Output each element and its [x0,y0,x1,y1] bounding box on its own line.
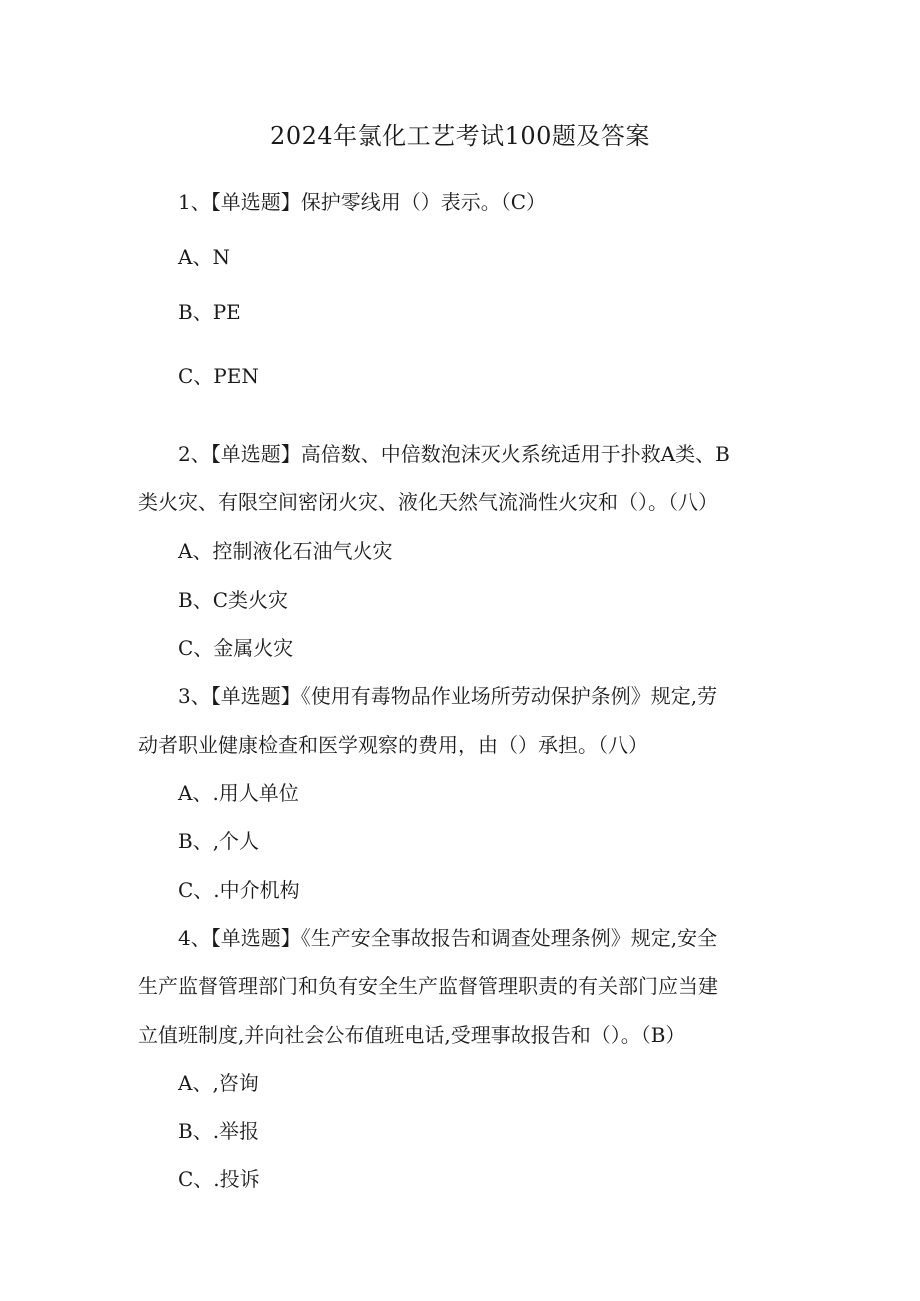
question-3-option-b: B、,个人 [178,829,260,853]
question-2-option-c: C、金属火灾 [178,636,294,660]
question-4-stem-line-2: 生产监督管理部门和负有安全生产监督管理职责的有关部门应当建 [138,974,718,998]
question-2-option-a: A、控制液化石油气火灾 [178,539,393,563]
question-4-stem-line-3: 立值班制度,并向社会公布值班电话,受理事故报告和（）。（B） [138,1023,686,1047]
question-3-stem-line-2: 动者职业健康检查和医学观察的费用，由（）承担。（八） [138,733,648,757]
question-1-stem: 1、【单选题】保护零线用（）表示。（C） [178,190,547,214]
question-3-option-a: A、.用人单位 [178,781,299,805]
document-title: 2024年氯化工艺考试100题及答案 [270,122,650,150]
question-4-option-c: C、.投诉 [178,1167,260,1191]
question-1-option-c: C、PEN [178,364,259,388]
question-4-option-a: A、,咨询 [178,1071,259,1095]
question-4-stem-line-1: 4、【单选题】《生产安全事故报告和调查处理条例》规定,安全 [178,926,718,950]
question-2-stem-line-1: 2、【单选题】高倍数、中倍数泡沫灭火系统适用于扑救A类、B [178,442,730,466]
question-3-stem-line-1: 3、【单选题】《使用有毒物品作业场所劳动保护条例》规定,劳 [178,684,718,708]
question-1-option-a: A、N [178,245,230,269]
question-3-option-c: C、.中介机构 [178,878,300,902]
question-2-stem-line-2: 类火灾、有限空间密闭火灾、液化天然气流淌性火灾和（）。（八） [138,490,718,514]
question-4-option-b: B、.举报 [178,1119,260,1143]
question-2-option-b: B、C类火灾 [178,588,288,612]
question-1-option-b: B、PE [178,300,241,324]
